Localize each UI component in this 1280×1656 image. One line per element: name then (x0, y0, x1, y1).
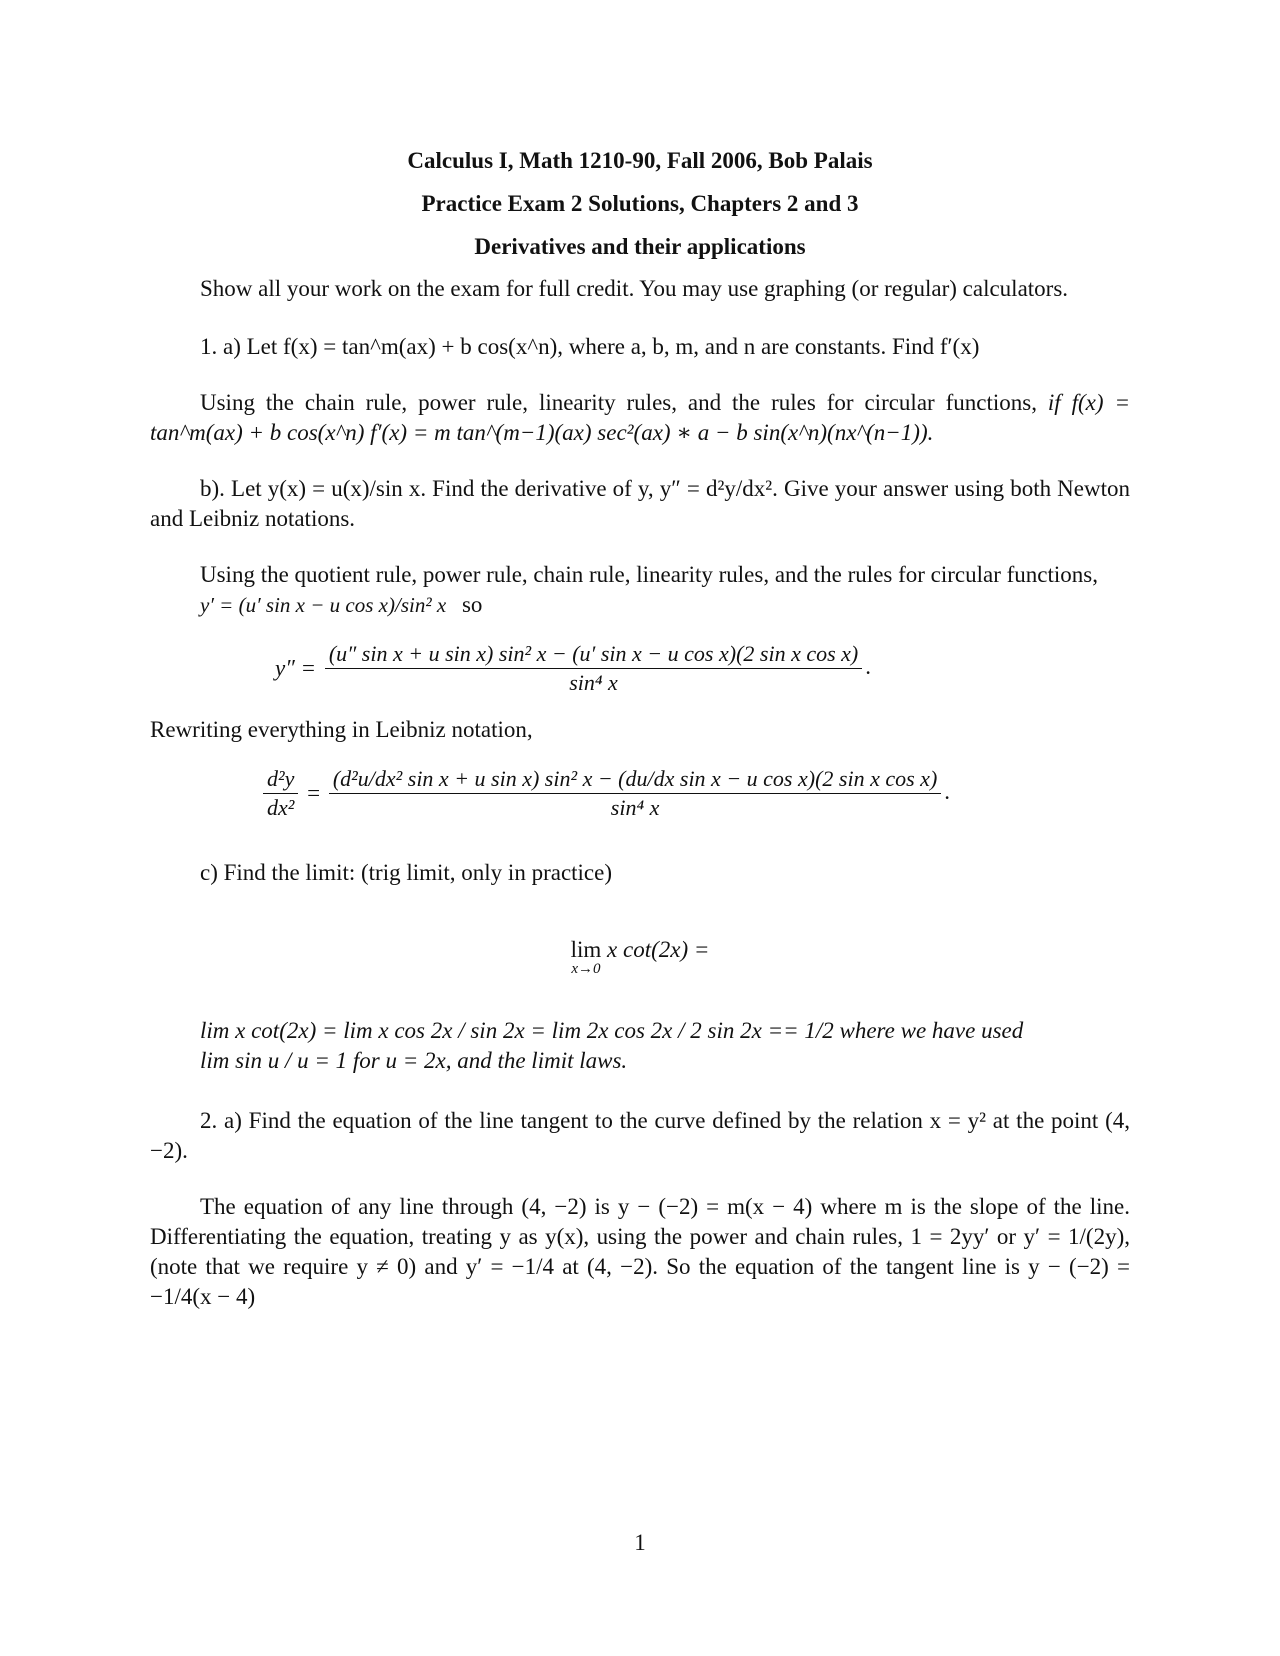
leibniz-numerator: (d²u/dx² sin x + u sin x) sin² x − (du/dx sin x − u cos x)(2 sin x cos x) (329, 765, 941, 794)
limit-expression: x cot(2x) = (607, 937, 710, 962)
limit-solution-line-2: lim sin u / u = 1 for u = 2x, and the limit laws. (200, 1048, 628, 1073)
limit-display (150, 938, 1130, 976)
problem-1a-text: Let f(x) = tan^m(ax) + b cos(x^n), where a, b, m, and n are constants. Find f′(x) (246, 334, 980, 359)
problem-1c-text: Find the limit: (trig limit, only in practice) (223, 860, 613, 885)
ydoubleprime-lhs: y″ = (275, 655, 317, 681)
problem-2a-question (150, 1106, 1130, 1166)
problem-1b-label: b). (200, 476, 225, 501)
problem-2a-text: Find the equation of the line tangent to the curve defined by the relation x = y² at the point (4, −2). (150, 1108, 1130, 1163)
lim-under: x→0 (571, 961, 601, 977)
lim-word: lim (570, 937, 602, 962)
problem-1b-text: Let y(x) = u(x)/sin x. Find the derivative of y, y″ = d²y/dx². Give your answer using both Newton and Leibniz notations. (150, 476, 1130, 531)
problem-1b-solution-intro-text: Using the quotient rule, power rule, chain rule, linearity rules, and the rules for circular functions, (200, 562, 1098, 587)
leibniz-intro-text: Rewriting everything in Leibniz notation, (150, 717, 533, 742)
problem-1a-question (150, 332, 1130, 362)
problem-1c-solution (150, 1016, 1130, 1076)
title-line-3: Derivatives and their applications (474, 234, 806, 259)
problem-1a-solution (150, 388, 1130, 448)
lim-operator (571, 938, 602, 976)
problem-1a-label: 1. a) (200, 334, 241, 359)
course-title (150, 146, 1130, 176)
problem-2a-solution-text: The equation of any line through (4, −2) is y − (−2) = m(x − 4) where m is the slope of the line. Differentiating the equation, treating y as y(x), using the power and chain rules, 1 = 2yy′ or y′ = 1/(2y), (note that we require y ≠ 0) and y′ = −1/4 at (4, −2). So the equation of the tangent line is y − (−2) = −1/4(x − 4) (150, 1194, 1130, 1309)
document-page (150, 146, 1130, 1312)
equals-sign: = (307, 780, 321, 806)
problem-1a-solution-formula: if f(x) = tan^m(ax) + b cos(x^n) f′(x) = m tan^(m−1)(ax) sec²(ax) ∗ a − b sin(x^n)(nx^(n−1)). (150, 390, 1131, 445)
ydoubleprime-denominator: sin⁴ x (569, 670, 618, 695)
title-line-2: Practice Exam 2 Solutions, Chapters 2 and 3 (421, 191, 859, 216)
yprime-so: so (461, 592, 483, 617)
ydoubleprime-numerator: (u″ sin x + u sin x) sin² x − (u′ sin x − u cos x)(2 sin x cos x) (325, 640, 862, 669)
exam-title (150, 189, 1130, 219)
yprime-equation (150, 590, 1130, 620)
page-number: 1 (634, 1530, 646, 1555)
leibniz-denominator: sin⁴ x (610, 795, 660, 820)
problem-2a-label: 2. a) (200, 1108, 242, 1133)
problem-1b-solution-intro (150, 560, 1130, 590)
ydoubleprime-equation: y″ = (u″ sin x + u sin x) sin² x − (u′ sin x − u cos x)(2 sin x cos x) sin⁴ x . (275, 641, 872, 695)
problem-1b-question (150, 474, 1130, 534)
leibniz-fraction (329, 765, 941, 822)
dx2-denominator: dx² (267, 795, 295, 820)
yprime-formula: y′ = (u′ sin x − u cos x)/sin² x (200, 593, 447, 617)
problem-1a-solution-intro: Using the chain rule, power rule, linearity rules, and the rules for circular functions, (200, 390, 1037, 415)
ydoubleprime-fraction (325, 640, 862, 697)
limit-solution-line-1: lim x cot(2x) = lim x cos 2x / sin 2x = lim 2x cos 2x / 2 sin 2x == 1/2 where we have used (200, 1018, 1024, 1043)
problem-1c-question (150, 858, 1130, 888)
topic-title (150, 232, 1130, 262)
title-line-1: Calculus I, Math 1210-90, Fall 2006, Bob Palais (407, 148, 873, 173)
problem-1c-label: c) (200, 860, 218, 885)
d2y-dx2 (263, 765, 298, 822)
leibniz-equation: $\frac{\text{d²y}}{\text{dx²}}$ = (d²u/dx² sin x + u sin x) sin² x − (du/dx sin x − u cos x)(2 sin x cos x) sin⁴ x . (150, 765, 1130, 822)
d2y-numerator: d²y (263, 765, 298, 794)
instructions-text: Show all your work on the exam for full credit. You may use graphing (or regular) calculators. (200, 276, 1069, 301)
instructions (150, 274, 1130, 304)
problem-2a-solution (150, 1192, 1130, 1312)
leibniz-intro (150, 715, 1130, 745)
